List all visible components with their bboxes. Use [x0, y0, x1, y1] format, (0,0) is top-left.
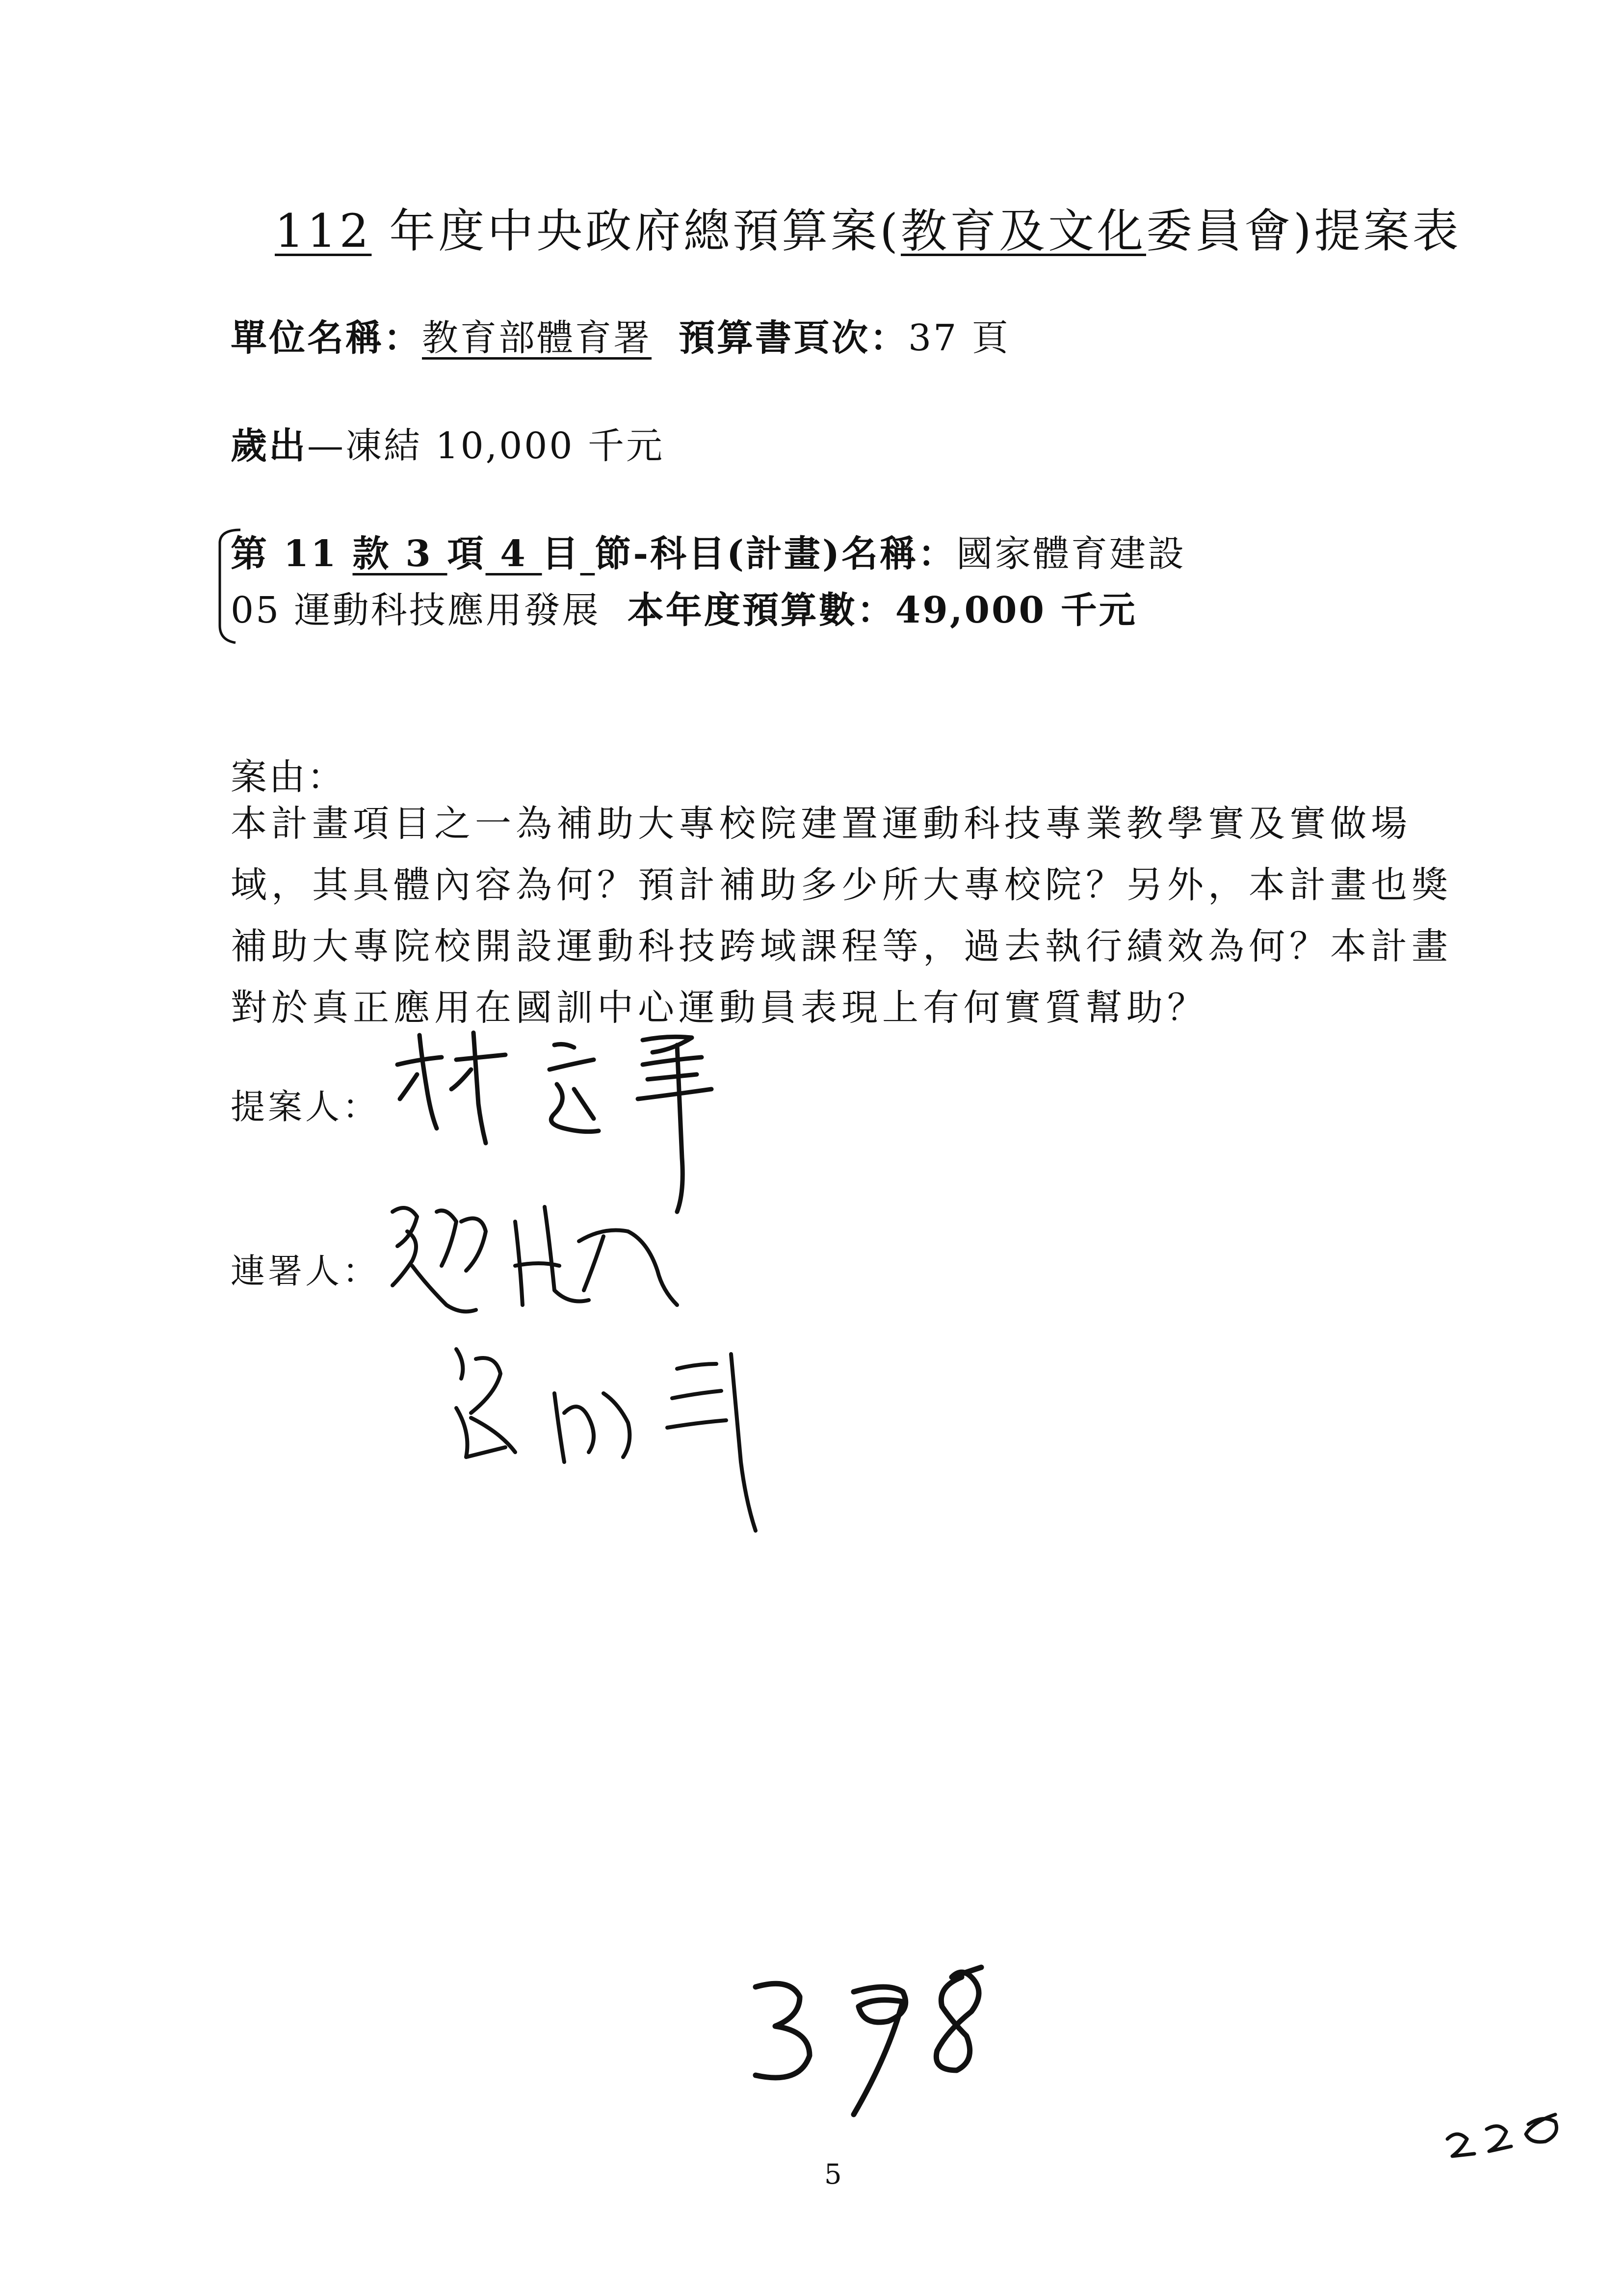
- reason-line: 對於真正應用在國訓中心運動員表現上有何實質幫助？: [231, 987, 1208, 1029]
- budget-page-label: 預算書頁次：: [679, 317, 909, 359]
- plan-name: 05 運動科技應用發展: [231, 589, 601, 631]
- budget-amount: 本年度預算數：49,000 千元: [627, 589, 1137, 631]
- expenditure-text: —凍結 10,000 千元: [307, 425, 664, 467]
- item-xiang: 項: [447, 533, 486, 575]
- handwritten-number-220: [1438, 2095, 1585, 2168]
- page-title: [275, 194, 1462, 260]
- item-line-1: [231, 525, 1186, 577]
- item-jie: 節: [595, 533, 633, 575]
- unit-label: 單位名稱：: [231, 317, 422, 359]
- reason-line: 域，其具體內容為何？預計補助多少所大專校院？另外，本計畫也獎: [231, 864, 1452, 906]
- item-xiang-num: 3: [391, 533, 447, 575]
- proposer-label: 提案人：: [231, 1087, 380, 1127]
- title-committee: 教育及文化: [900, 205, 1146, 258]
- title-part1: 年度中央政府總預算案(: [371, 205, 901, 258]
- budget-page-value: 37 頁: [908, 317, 1010, 359]
- reason-line: 補助大專院校開設運動科技跨域課程等，過去執行績效為何？本計畫: [231, 925, 1452, 967]
- reason-heading: 案由：: [231, 756, 345, 798]
- subject-label: -科目(計畫)名稱：: [633, 533, 957, 575]
- unit-line: [231, 309, 1010, 361]
- cosigner-signature-1: [383, 1192, 687, 1339]
- handwritten-number-398: [726, 1957, 1001, 2134]
- expenditure-label: 歲出: [231, 425, 307, 467]
- item-kuan: 款: [352, 533, 391, 575]
- item-prefix: 第 11: [231, 533, 353, 575]
- cosigner-signature-2: [442, 1334, 785, 1540]
- cosigner-label: 連署人：: [231, 1251, 380, 1291]
- item-mu: 目: [542, 533, 580, 575]
- item-mu-num: 4: [485, 533, 542, 575]
- page-number: 5: [824, 2159, 842, 2191]
- title-part2: 委員會)提案表: [1146, 205, 1462, 258]
- proposer-signature: [388, 1030, 760, 1217]
- item-line-2: [231, 581, 1137, 633]
- title-year: 112: [275, 205, 372, 258]
- expenditure-line: [231, 417, 664, 469]
- item-jie-blank: [580, 533, 595, 575]
- reason-line: 本計畫項目之一為補助大專校院建置運動科技專業教學實及實做場: [231, 803, 1412, 845]
- unit-value: 教育部體育署: [422, 317, 652, 359]
- subject-value: 國家體育建設: [956, 533, 1186, 575]
